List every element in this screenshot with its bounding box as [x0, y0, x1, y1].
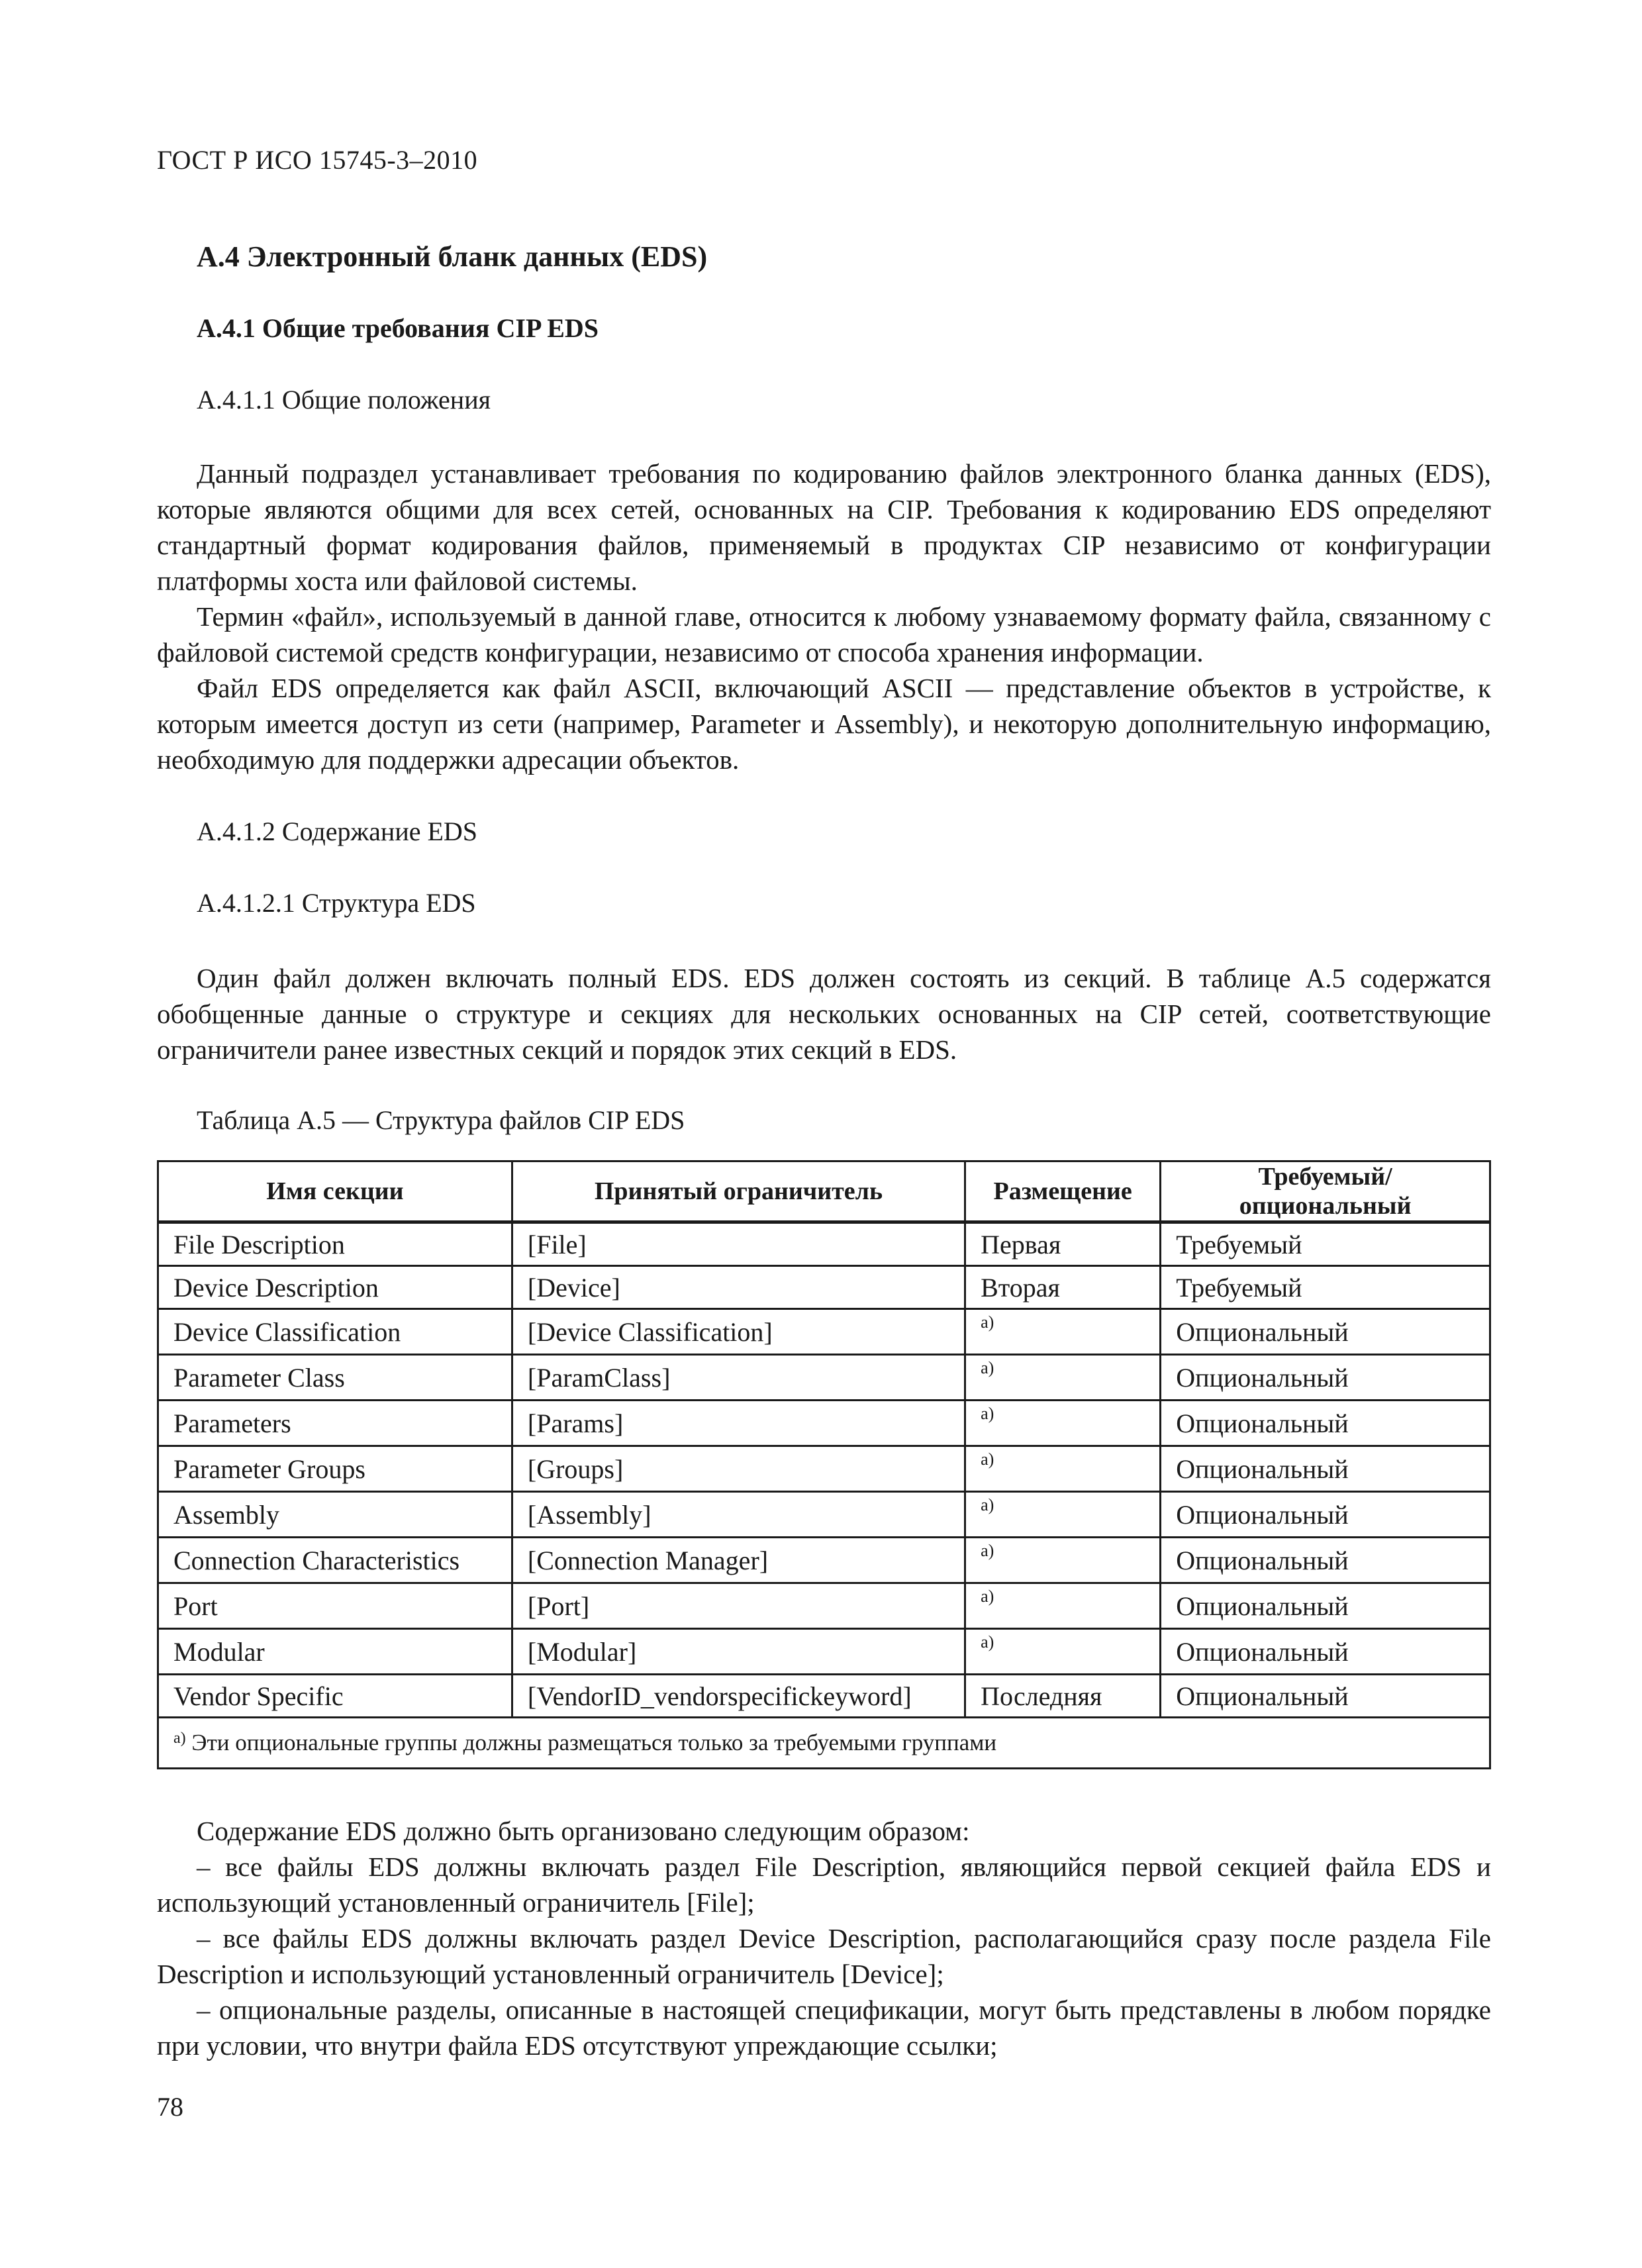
table-footnote-row — [158, 1718, 1490, 1769]
table-row — [158, 1675, 1490, 1718]
cell-placement: а) — [965, 1629, 1161, 1675]
cell-delimiter: [Assembly] — [512, 1492, 965, 1538]
cell-placement: Последняя — [965, 1675, 1161, 1718]
table-row — [158, 1309, 1490, 1355]
cell-section-name: Connection Characteristics — [158, 1538, 512, 1583]
cell-delimiter: [Device Classification] — [512, 1309, 965, 1355]
intro-paragraph: Данный подраздел устанавливает требования по кодированию файлов электронного бланка данных (EDS), которые являются общими для всех сетей, основанных на CIP. Требования к кодированию EDS определяют стандартный формат кодирования файлов, применяемый в продуктах CIP независимо от конфигурации платформы хоста или файловой системы. — [157, 458, 1491, 596]
cell-section-name: Modular — [158, 1629, 512, 1675]
cell-section-name: File Description — [158, 1222, 512, 1266]
cell-required: Опциональный — [1161, 1355, 1490, 1401]
cell-section-name: Port — [158, 1583, 512, 1629]
cell-placement: а) — [965, 1309, 1161, 1355]
cell-required: Опциональный — [1161, 1675, 1490, 1718]
section-heading-a412: А.4.1.2 Содержание EDS — [197, 816, 478, 846]
cell-required: Требуемый — [1161, 1222, 1490, 1266]
cell-required: Опциональный — [1161, 1629, 1490, 1675]
intro-text — [157, 456, 1491, 777]
content-text — [157, 1813, 1491, 2063]
table-row — [158, 1629, 1490, 1675]
cell-delimiter: [Connection Manager] — [512, 1538, 965, 1583]
footnote-mark: а) — [173, 1730, 186, 1747]
cell-section-name: Vendor Specific — [158, 1675, 512, 1718]
cell-required: Опциональный — [1161, 1446, 1490, 1492]
cell-required: Требуемый — [1161, 1266, 1490, 1309]
table-caption: Таблица А.5 — Структура файлов CIP EDS — [197, 1105, 685, 1135]
cell-placement: а) — [965, 1401, 1161, 1446]
cell-section-name: Parameter Class — [158, 1355, 512, 1401]
content-line: – все файлы EDS должны включать раздел Device Description, располагающийся сразу после раздела File Description и использующий установленный ограничитель [Device]; — [157, 1923, 1491, 1989]
header-section-name: Имя секции — [158, 1161, 512, 1222]
cell-section-name: Assembly — [158, 1492, 512, 1538]
cell-required: Опциональный — [1161, 1538, 1490, 1583]
cell-placement: а) — [965, 1446, 1161, 1492]
table-header-row — [158, 1161, 1490, 1222]
intro-paragraph: Термин «файл», используемый в данной главе, относится к любому узнаваемому формату файла, связанному с файловой системой средств конфигурации, независимо от способа хранения информации. — [157, 601, 1491, 667]
content-line: – опциональные разделы, описанные в настоящей спецификации, могут быть представлены в любом порядке при условии, что внутри файла EDS отсутствуют упреждающие ссылки; — [157, 1995, 1491, 2061]
cell-section-name: Parameter Groups — [158, 1446, 512, 1492]
cell-delimiter: [ParamClass] — [512, 1355, 965, 1401]
table-row — [158, 1266, 1490, 1309]
content-line: Содержание EDS должно быть организовано следующим образом: — [197, 1816, 970, 1846]
header-required: Требуемый/опциональный — [1161, 1161, 1490, 1222]
footnote-text: Эти опциональные группы должны размещаться только за требуемыми группами — [191, 1730, 997, 1755]
cell-delimiter: [Port] — [512, 1583, 965, 1629]
cell-delimiter: [VendorID_vendorspecifickeyword] — [512, 1675, 965, 1718]
intro-paragraph: Файл EDS определяется как файл ASCII, включающий ASCII — представление объектов в устройстве, к которым имеется доступ из сети (например, Parameter и Assembly), и некоторую дополнительную информацию, необходимую для поддержки адресации объектов. — [157, 673, 1491, 775]
cell-required: Опциональный — [1161, 1401, 1490, 1446]
cell-delimiter: [Params] — [512, 1401, 965, 1446]
table-row — [158, 1222, 1490, 1266]
cell-required: Опциональный — [1161, 1309, 1490, 1355]
table-row — [158, 1583, 1490, 1629]
header-delimiter: Принятый ограничитель — [512, 1161, 965, 1222]
cell-required: Опциональный — [1161, 1583, 1490, 1629]
table-row — [158, 1538, 1490, 1583]
structure-paragraph: Один файл должен включать полный EDS. EDS должен состоять из секций. В таблице А.5 содержатся обобщенные данные о структуре и секциях для нескольких основанных на CIP сетей, соответствующие ограничители ранее известных секций и порядок этих секций в EDS. — [157, 963, 1491, 1065]
cell-delimiter: [Groups] — [512, 1446, 965, 1492]
cell-delimiter: [File] — [512, 1222, 965, 1266]
table-row — [158, 1401, 1490, 1446]
cell-placement: Первая — [965, 1222, 1161, 1266]
eds-structure-table — [157, 1160, 1491, 1769]
structure-text — [157, 960, 1491, 1067]
table-row — [158, 1446, 1490, 1492]
page-number: 78 — [157, 2092, 183, 2122]
table-footnote — [158, 1718, 1490, 1769]
cell-section-name: Parameters — [158, 1401, 512, 1446]
header-placement: Размещение — [965, 1161, 1161, 1222]
cell-delimiter: [Modular] — [512, 1629, 965, 1675]
cell-placement: а) — [965, 1538, 1161, 1583]
document-header: ГОСТ Р ИСО 15745-3–2010 — [157, 145, 478, 175]
cell-placement: а) — [965, 1492, 1161, 1538]
section-heading-a411: А.4.1.1 Общие положения — [197, 385, 491, 415]
cell-placement: Вторая — [965, 1266, 1161, 1309]
cell-placement: а) — [965, 1355, 1161, 1401]
cell-section-name: Device Classification — [158, 1309, 512, 1355]
section-heading-a4121: А.4.1.2.1 Структура EDS — [197, 888, 476, 918]
cell-section-name: Device Description — [158, 1266, 512, 1309]
content-line: – все файлы EDS должны включать раздел File Description, являющийся первой секцией файла EDS и использующий установленный ограничитель [File]; — [157, 1851, 1491, 1918]
table-row — [158, 1492, 1490, 1538]
cell-delimiter: [Device] — [512, 1266, 965, 1309]
cell-required: Опциональный — [1161, 1492, 1490, 1538]
table-row — [158, 1355, 1490, 1401]
cell-placement: а) — [965, 1583, 1161, 1629]
section-heading-a41: А.4.1 Общие требования CIP EDS — [197, 313, 599, 343]
section-heading-a4: А.4 Электронный бланк данных (EDS) — [197, 240, 708, 273]
